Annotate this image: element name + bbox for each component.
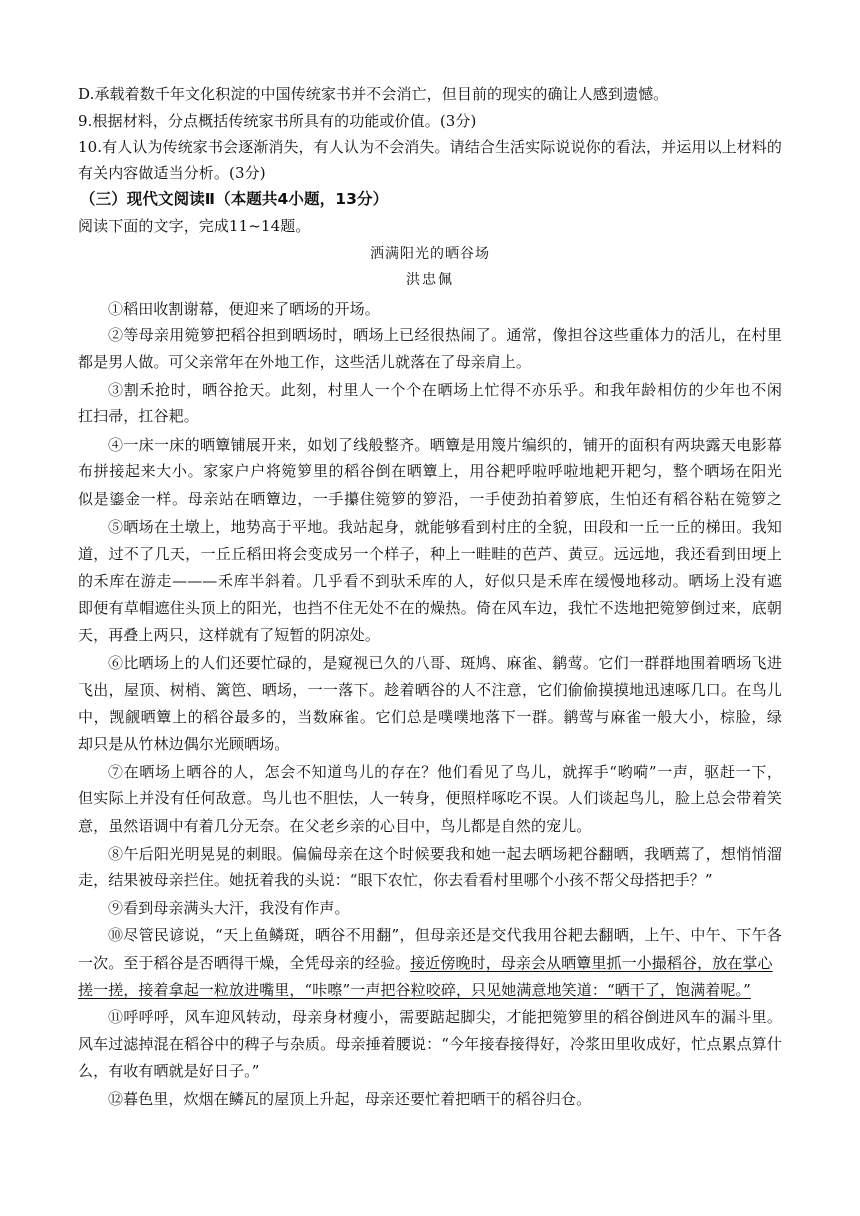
paragraph-line: ③割禾抢时，晒谷抢天。此刻，村里人一个个在晒场上忙得不亦乐乎。和我年龄相仿的少年也不闲 bbox=[108, 381, 782, 399]
paragraph-line: 布拼接起来大小。家家户户将箢箩里的稻谷倒在晒簟上，用谷耙呼啦呼啦地耙开耙匀，整个晒场在阳光 bbox=[78, 462, 782, 480]
reading-instruction: 阅读下面的文字，完成11~14题。 bbox=[78, 217, 311, 235]
underlined-sentence: 搓一搓，接着拿起一粒放进嘴里，“咔嚓”一声把谷粒咬碎，只见她满意地笑道：“晒干了，饱满着呢。” bbox=[78, 981, 751, 999]
paragraph-line: 都是男人做。可父亲常年在外地工作，这些活儿就落在了母亲肩上。 bbox=[78, 353, 532, 371]
paragraph-line: 似是鎏金一样。母亲站在晒簟边，一手攥住箢箩的箩沿，一手使劲拍着箩底，生怕还有稻谷粘在箢箩之 bbox=[78, 490, 782, 508]
paragraph-line: ⑩尽管民谚说，“天上鱼鳞斑，晒谷不用翻”，但母亲还是交代我用谷耙去翻晒，上午、中午、下午各 bbox=[108, 926, 782, 944]
paragraph-line: ⑤晒场在土墩上，地势高于平地。我站起身，就能够看到村庄的全貌，田段和一丘一丘的梯田。我知 bbox=[108, 518, 782, 536]
paragraph-line: 风车过滤掉混在稻谷中的稗子与杂质。母亲捶着腰说：“今年接春接得好，冷浆田里收成好，忙点累点算什 bbox=[78, 1035, 782, 1053]
paragraph-line: ①稻田收割谢幕，便迎来了晒场的开场。 bbox=[108, 300, 380, 318]
paragraph-line: ②等母亲用箢箩把稻谷担到晒场时，晒场上已经很热闹了。通常，像担谷这些重体力的活儿，在村里 bbox=[108, 326, 782, 344]
paragraph-line: 意，虽然语调中有着几分无奈。在父老乡亲的心目中，鸟儿都是自然的宠儿。 bbox=[78, 817, 592, 835]
paragraph-line: 即便有草帽遮住头顶上的阳光，也挡不住无处不在的燥热。倚在风车边，我忙不迭地把箢箩倒过来，底朝 bbox=[78, 599, 782, 617]
question-10-line-1: 10.有人认为传统家书会逐渐消失，有人认为不会消失。请结合生活实际说说你的看法，并运用以上材料的 bbox=[78, 138, 782, 156]
paragraph-line: 道，过不了几天，一丘丘稻田将会变成另一个样子，种上一畦畦的芭芦、黄豆。远远地，我还看到田埂上 bbox=[78, 545, 782, 563]
paragraph-line-mixed bbox=[78, 953, 782, 973]
option-d: D.承载着数千年文化积淀的中国传统家书并不会消亡，但目前的现实的确让人感到遗憾。 bbox=[78, 85, 669, 103]
paragraph-line: ⑪呼呼呼，风车迎风转动，母亲身材瘦小，需要踮起脚尖，才能把箢箩里的稻谷倒进风车的漏斗里。 bbox=[108, 1008, 782, 1026]
paragraph-line: ⑧午后阳光明晃晃的刺眼。偏偏母亲在这个时候要我和她一起去晒场耙谷翻晒，我晒蔫了，想悄悄溜 bbox=[108, 845, 782, 863]
question-9: 9.根据材料，分点概括传统家书所具有的功能或价值。(3分) bbox=[78, 112, 477, 130]
article-author: 洪忠佩 bbox=[406, 272, 454, 288]
paragraph-line: 天，再叠上两只，这样就有了短暂的阴凉处。 bbox=[78, 626, 381, 644]
paragraph-line: ⑨看到母亲满头大汗，我没有作声。 bbox=[108, 899, 350, 917]
paragraph-line: 么，有收有晒就是好日子。” bbox=[78, 1062, 260, 1080]
paragraph-line: ④一床一床的晒簟铺展开来，如划了线般整齐。晒簟是用篾片编织的，铺开的面积有两块露天电影幕 bbox=[108, 436, 782, 454]
paragraph-line: 的禾库在游走———禾库半斜着。几乎看不到驮禾库的人，好似只是禾库在缓慢地移动。晒场上没有遮 bbox=[78, 572, 782, 590]
paragraph-line: ⑦在晒场上晒谷的人，怎会不知道鸟儿的存在？他们看见了鸟儿，就挥手“哟嗬”一声，驱赶一下， bbox=[108, 763, 782, 781]
section-heading: （三）现代文阅读Ⅱ（本题共4小题，13分） bbox=[80, 190, 389, 208]
paragraph-line: ⑫暮色里，炊烟在鳞瓦的屋顶上升起，母亲还要忙着把晒干的稻谷归仓。 bbox=[108, 1090, 592, 1108]
paragraph-line: 飞出，屋顶、树梢、篱笆、晒场，一一落下。趁着晒谷的人不注意，它们偷偷摸摸地迅速啄几口。在鸟儿 bbox=[78, 681, 782, 699]
underlined-sentence: 接近傍晚时，母亲会从晒簟里抓一小撮稻谷，放在掌心 bbox=[410, 954, 773, 972]
paragraph-line: 中，觊觎晒簟上的稻谷最多的，当数麻雀。它们总是噗噗地落下一群。鹟莺与麻雀一般大小，棕脸，绿 bbox=[78, 708, 782, 726]
paragraph-text: 一次。至于稻谷是否晒得干燥，全凭母亲的经验。 bbox=[78, 954, 411, 972]
paragraph-line: ⑥比晒场上的人们还要忙碌的，是窥视已久的八哥、斑鸠、麻雀、鹟莺。它们一群群地围着晒场飞进 bbox=[108, 654, 782, 672]
paragraph-line: 走，结果被母亲拦住。她抚着我的头说：“眼下农忙，你去看看村里哪个小孩不帮父母搭把手？” bbox=[78, 871, 713, 889]
paragraph-line: 扛扫帚，扛谷耙。 bbox=[78, 407, 199, 425]
question-10-line-2: 有关内容做适当分析。(3分) bbox=[78, 164, 266, 182]
paragraph-line: 但实际上并没有任何敌意。鸟儿也不胆怯，人一转身，便照样啄吃不误。人们谈起鸟儿，脸上总会带着笑 bbox=[78, 789, 782, 807]
paragraph-line: 却只是从竹林边偶尔光顾晒场。 bbox=[78, 735, 290, 753]
article-title: 洒满阳光的晒谷场 bbox=[370, 246, 490, 262]
